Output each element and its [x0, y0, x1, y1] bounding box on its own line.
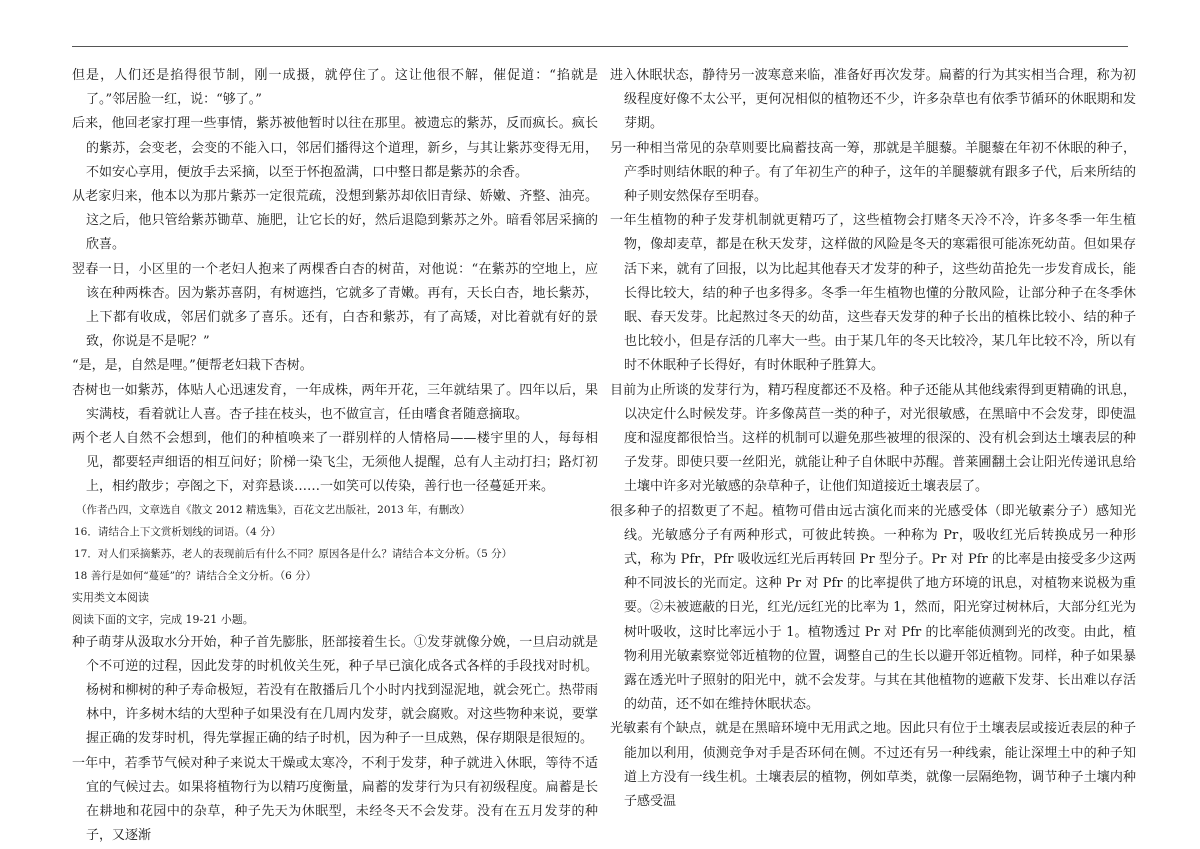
paragraph: 一年中，若季节气候对种子来说太干燥或太寒冷，不利于发芽，种子就进入休眠，等待不适宜的气候过去。如果将植物行为以精巧度衡量，扁蓄的发芽行为只有初级程度。扁蓄是长在耕地和花园中的杂草，种子先天为休眠型，未经冬天不会发芽。没有在五月发芽的种子，又逐渐: [72, 755, 598, 844]
paragraph: “是，是，自然是哩。”便帮老妇栽下杏树。: [72, 358, 313, 374]
left-column: [72, 64, 598, 844]
question-17: 17．对人们采摘紫苏，老人的表现前后有什么不同？原因各是什么？请结合本文分析。（5 分）: [74, 547, 513, 560]
source-note: （作者凸四，文章选自《散文 2012 精选集》，百花文艺出版社，2013 年，有删改）: [76, 503, 471, 516]
paragraph: 一年生植物的种子发芽机制就更精巧了，这些植物会打赌冬天冷不冷，许多冬季一年生植物，像却麦草，都是在秋天发芽，这样做的风险是冬天的寒霜很可能冻死幼苗。但如果存活下来，就有了回报，以为比起其他春天才发芽的种子，这些幼苗抢先一步发育成长，能长得比较大，结的种子也多得多。冬季一年生植物也懂的分散风险，让部分种子在冬季休眠、春天发芽。比起熬过冬天的幼苗，这些春天发芽的种子长出的植株比较小、结的种子也比较小，但是存活的几率大一些。由于某几年的冬天比较冷，某几年比较不冷，所以有时不休眠种子长得好，有时休眠种子胜算大。: [610, 213, 1136, 374]
paragraph: 杏树也一如紫苏，体贴人心迅速发育，一年成株，两年开花，三年就结果了。四年以后，果实满枝，看着就让人喜。杏子挂在枝头，也不做宣言，任由嗜食者随意摘取。: [72, 382, 598, 422]
paragraph: 目前为止所谈的发芽行为，精巧程度都还不及格。种子还能从其他线索得到更精确的讯息，以决定什么时候发芽。许多像莴苣一类的种子，对光很敏感，在黑暗中不会发芽，即使温度和湿度都很恰当。这样的机制可以避免那些被埋的很深的、没有机会到达土壤表层的种子发芽。即使只要一丝阳光，就能让种子自休眠中苏醒。普莱圃翻土会让阳光传递讯息给土壤中许多对光敏感的杂草种子，让他们知道接近土壤表层了。: [610, 382, 1136, 495]
question-18: 18 善行是如何“蔓延”的？请结合全文分析。（6 分）: [74, 569, 317, 582]
paragraph: 翌春一日，小区里的一个老妇人抱来了两棵香白杏的树苗，对他说：“在紫苏的空地上，应该在种两株杏。因为紫苏喜阴，有树遮挡，它就多了青嫩。再有，天长白杏，地长紫苏，上下都有收成，邻居们就多了喜乐。还有，白杏和紫苏，有了高矮，对比着就有好的景致，你说是不是呢？”: [72, 261, 598, 350]
paragraph: 但是，人们还是掐得很节制，刚一成摄，就停住了。这让他很不解，催促道：“掐就是了。”邻居脸一红，说：“够了。”: [72, 68, 598, 108]
section-instruction: 阅读下面的文字，完成 19-21 小题。: [72, 612, 254, 626]
question-16: 16．请结合上下文赏析划线的词语。（4 分）: [74, 525, 282, 538]
paragraph: 从老家归来，他本以为那片紫苏一定很荒疏，没想到紫苏却依旧青绿、娇嫩、齐整、油亮。这之后，他只管给紫苏锄草、施肥，让它长的好，然后退隐到紫苏之外。暗看邻居采摘的欣喜。: [72, 189, 598, 253]
paragraph: 光敏素有个缺点，就是在黑暗环境中无用武之地。因此只有位于土壤表层或接近表层的种子能加以利用，侦测竞争对手是否环伺在侧。不过还有另一种线索，能让深埋土中的种子知道上方没有一线生机。土壤表层的植物，例如草类，就像一层隔绝物，调节种子土壤内种子感受温: [610, 721, 1136, 810]
paragraph: 种子萌芽从汲取水分开始，种子首先膨胀，胚部接着生长。①发芽就像分娩，一旦启动就是个不可逆的过程，因此发芽的时机攸关生死，种子早已演化成各式各样的手段找对时机。杨树和柳树的种子寿命极短，若没有在散播后几个小时内找到湿泥地，就会死亡。热带雨林中，许多树木结的大型种子如果没有在几周内发芽，就会腐败。对这些物种来说，要掌握正确的发芽时机，得先掌握正确的结子时机，因为种子一旦成熟，保存期限是很短的。: [72, 634, 598, 747]
section-title: 实用类文本阅读: [72, 590, 149, 604]
paragraph: 后来，他回老家打理一些事情，紫苏被他暂时以往在那里。被遗忘的紫苏，反而疯长。疯长的紫苏，会变老，会变的不能入口，邻居们播得这个道理，新乡，与其让紫苏变得无用，不如安心享用，便放手去采摘，以至于怀抱盈满，口中整日都是紫苏的余香。: [72, 116, 598, 180]
paragraph: 两个老人自然不会想到，他们的种植唤来了一群别样的人情格局——楼宇里的人，每每相见，都要轻声细语的相互问好；阶梯一染飞尘，无须他人提醒，总有人主动打扫；路灯初上，相约散步；亭阁之下，对弈悬谈……一如笑可以传染，善行也一径蔓延开来。: [72, 431, 598, 495]
paragraph: 很多种子的招数更了不起。植物可借由远古演化而来的光感受体（即光敏素分子）感知光线。光敏感分子有两种形式，可彼此转换。一种称为 Pr，吸收红光后转换成另一种形式，称为 Pfr，Pfr 吸收远红光后再转回 Pr 型分子。Pr 对 Pfr 的比率是由接受多少这两种不同波长的光而定。这种 Pr 对 Pfr 的比率提供了地方环境的讯息，对植物来说极为重要。②未被遮蔽的日光，红光/远红光的比率为 1，然而，阳光穿过树林后，大部分红光为树叶吸收，这时比率远小于 1。植物透过 Pr 对 Pfr 的比率能侦测到光的改变。由此，植物利用光敏素察觉邻近植物的位置，调整自己的生长以避开邻近植物。同样，种子如果暴露在透光叶子照射的阳光中，就不会发芽。与其在其他植物的遮蔽下发芽、长出难以存活的幼苗，还不如在维持休眠状态。: [610, 503, 1136, 713]
paragraph: 进入休眠状态，静待另一波寒意来临，准备好再次发芽。扁蓄的行为其实相当合理，称为初级程度好像不太公平，更何况相似的植物还不少，许多杂草也有依季节循环的休眠期和发芽期。: [610, 68, 1136, 132]
right-column: [610, 64, 1136, 844]
header-rule: [72, 46, 1128, 47]
paragraph: 另一种相当常见的杂草则要比扁蓄技高一筹，那就是羊腿藜。羊腿藜在年初不休眠的种子，产季时则结休眠的种子。有了年初生产的种子，这年的羊腿藜就有跟多子代，后来所结的种子则安然保存至明春。: [610, 140, 1136, 205]
